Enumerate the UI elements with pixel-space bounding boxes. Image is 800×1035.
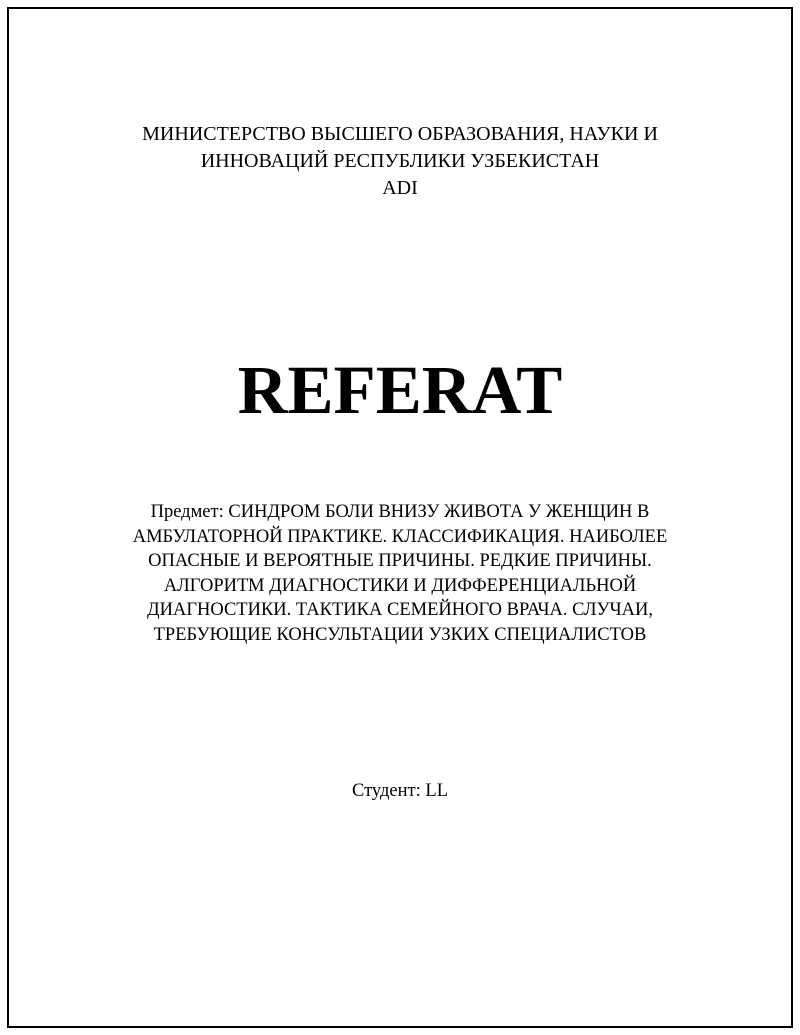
document-title: REFERAT [237, 352, 563, 428]
subject-line-1: Предмет: СИНДРОМ БОЛИ ВНИЗУ ЖИВОТА У ЖЕНЩИН В [150, 502, 650, 522]
ministry-header [0, 121, 800, 202]
subject-line-4: АЛГОРИТМ ДИАГНОСТИКИ И ДИФФЕРЕНЦИАЛЬНОЙ [163, 575, 637, 596]
ministry-line-2: ИННОВАЦИЙ РЕСПУБЛИКИ УЗБЕКИСТАН [200, 150, 600, 172]
subject-line-5: ДИАГНОСТИКИ. ТАКТИКА СЕМЕЙНОГО ВРАЧА. СЛУЧАИ, [146, 600, 654, 620]
institution-name: ADI [382, 177, 418, 199]
subject-line-6: ТРЕБУЮЩИЕ КОНСУЛЬТАЦИИ УЗКИХ СПЕЦИАЛИСТОВ [153, 624, 647, 645]
ministry-line-1: МИНИСТЕРСТВО ВЫСШЕГО ОБРАЗОВАНИЯ, НАУКИ И [142, 123, 658, 145]
subject-block [0, 500, 800, 647]
subject-line-3: ОПАСНЫЕ И ВЕРОЯТНЫЕ ПРИЧИНЫ. РЕДКИЕ ПРИЧИНЫ. [148, 551, 652, 571]
subject-line-2: АМБУЛАТОРНОЙ ПРАКТИКЕ. КЛАССИФИКАЦИЯ. НАИБОЛЕЕ [132, 526, 668, 547]
student-line: Студент: LL [352, 781, 448, 801]
